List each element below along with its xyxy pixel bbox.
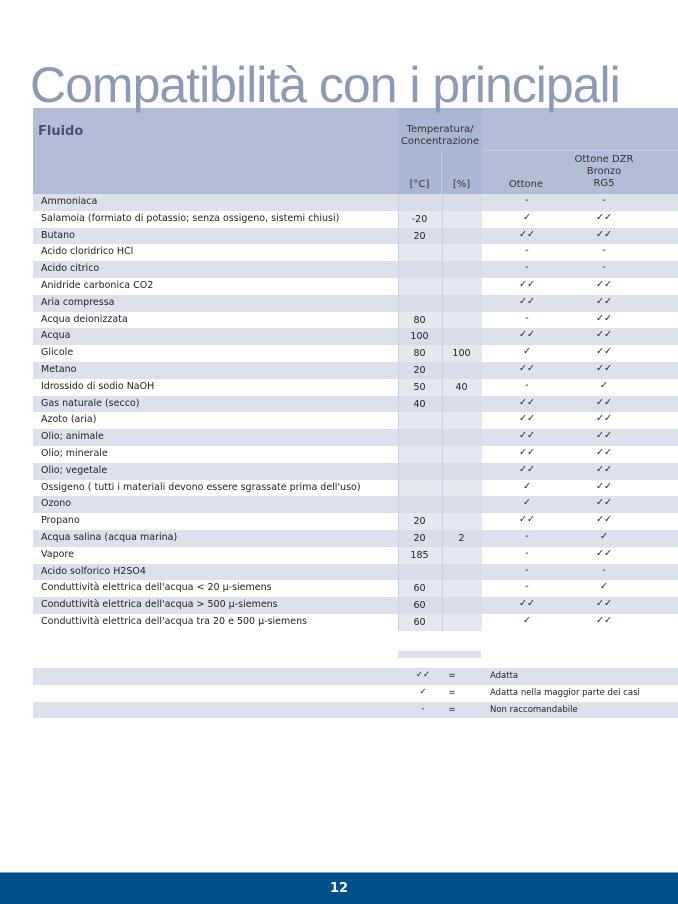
temp-c: 20 (413, 230, 426, 242)
fluid-name: Ozono (41, 498, 72, 510)
page-number: 12 (329, 881, 349, 896)
table-row (33, 312, 678, 329)
ottone-dzr-rating: - (602, 245, 606, 257)
ottone-rating: ✓ (523, 211, 531, 223)
table-row (33, 580, 678, 597)
table-row (33, 412, 678, 429)
ottone-rating: - (525, 547, 529, 559)
fluid-name: Acido cloridrico HCl (41, 246, 134, 258)
table-row (33, 530, 678, 547)
legend-equals: = (448, 704, 456, 715)
ottone-rating: ✓✓ (519, 228, 535, 240)
table-row (33, 278, 678, 295)
legend-text: Non raccomandabile (490, 704, 578, 715)
ottone-dzr-rating: ✓✓ (596, 346, 612, 358)
header-ottone-dzr: Ottone DZR Bronzo RG5 (574, 154, 634, 189)
table-row (33, 295, 678, 312)
ottone-rating: ✓ (523, 346, 531, 358)
ottone-dzr-rating: ✓ (600, 379, 608, 391)
ottone-rating: - (525, 262, 529, 274)
temp-cells (398, 463, 482, 480)
ottone-dzr-rating: ✓✓ (596, 396, 612, 408)
divider (482, 150, 678, 151)
temp-c: 185 (410, 549, 429, 561)
fluid-name: Acqua deionizzata (41, 313, 128, 325)
legend-row (33, 668, 678, 685)
temp-c: 100 (410, 331, 429, 343)
legend-text: Adatta (490, 671, 519, 681)
header-unit-pct: [%] (452, 179, 471, 190)
table-row (33, 597, 678, 614)
fluid-name: Olio; vegetale (41, 464, 108, 476)
ottone-dzr-rating: ✓✓ (596, 329, 612, 341)
temp-cells (398, 480, 482, 497)
ottone-rating: - (525, 379, 529, 391)
temp-cells (398, 194, 482, 211)
ottone-dzr-rating: ✓✓ (596, 547, 612, 559)
ottone-rating: ✓✓ (519, 329, 535, 341)
ottone-dzr-rating: - (602, 195, 606, 206)
ottone-dzr-rating: ✓✓ (596, 312, 612, 324)
fluid-name: Glicole (41, 347, 74, 359)
ottone-rating: - (525, 195, 529, 206)
legend-symbol: ✓✓ (415, 670, 431, 680)
temp-c: 20 (413, 516, 426, 528)
concentration-pct: 2 (458, 532, 465, 544)
legend-equals: = (448, 671, 456, 681)
fluid-name: Conduttività elettrica dell'acqua tra 20 e 500 µ-siemens (41, 615, 308, 627)
temp-cells (398, 261, 482, 278)
temp-c: 20 (413, 364, 426, 376)
ottone-dzr-rating: - (602, 262, 606, 274)
ottone-dzr-rating: ✓✓ (596, 362, 612, 374)
ottone-dzr-rating: ✓✓ (596, 463, 612, 475)
ottone-dzr-rating: - (602, 564, 606, 576)
ottone-dzr-rating: ✓ (600, 581, 608, 593)
table-row (33, 228, 678, 245)
ottone-rating: ✓ (523, 614, 531, 626)
legend-equals: = (448, 687, 456, 698)
ottone-rating: ✓ (523, 497, 531, 509)
temp-cells (398, 446, 482, 463)
ottone-rating: - (525, 581, 529, 593)
table-row (33, 194, 678, 211)
temp-c: 80 (413, 314, 426, 326)
legend-symbol: ✓ (419, 686, 427, 697)
temp-c: 80 (413, 348, 426, 360)
temp-cells (398, 244, 482, 261)
table-row (33, 328, 678, 345)
table-row (33, 446, 678, 463)
page-title: Compatibilità con i principali (30, 57, 620, 113)
ottone-dzr-rating: ✓✓ (596, 211, 612, 223)
ottone-rating: ✓✓ (519, 430, 535, 442)
concentration-pct: 40 (455, 381, 468, 393)
header-unit-c: [°C] (409, 179, 430, 190)
fluid-name: Olio; minerale (41, 447, 108, 459)
table-header (33, 108, 678, 194)
table-row (33, 480, 678, 497)
fluid-name: Salamoia (formiato di potassio; senza ossigeno, sistemi chiusi) (41, 212, 340, 224)
table-row (33, 345, 678, 362)
ottone-dzr-rating: ✓✓ (596, 278, 612, 290)
fluid-name: Azoto (aria) (41, 414, 97, 426)
ottone-rating: ✓✓ (519, 278, 535, 290)
ottone-dzr-rating: ✓✓ (596, 514, 612, 526)
temp-cells (398, 412, 482, 429)
temp-cells (398, 429, 482, 446)
ottone-rating: ✓✓ (519, 446, 535, 458)
ottone-dzr-rating: ✓✓ (596, 480, 612, 492)
ottone-dzr-rating: ✓✓ (596, 413, 612, 425)
legend-symbol: - (421, 703, 425, 714)
table-row (33, 513, 678, 530)
temp-cells (398, 295, 482, 312)
fluid-name: Conduttività elettrica dell'acqua < 20 µ-siemens (41, 582, 272, 594)
temp-cells (398, 564, 482, 581)
table-row (33, 564, 678, 581)
legend-row (33, 685, 678, 702)
fluid-name: Vapore (41, 548, 74, 560)
table-row (33, 614, 678, 631)
temp-c: -20 (411, 213, 428, 225)
fluid-name: Gas naturale (secco) (41, 397, 140, 409)
fluid-name: Aria compressa (41, 296, 115, 308)
temp-c: 60 (413, 583, 426, 595)
ottone-dzr-rating: ✓✓ (596, 228, 612, 240)
fluid-name: Acido solforico H2SO4 (41, 565, 146, 577)
legend (33, 668, 678, 718)
concentration-pct: 100 (452, 348, 471, 360)
ottone-dzr-rating: ✓ (600, 530, 608, 542)
ottone-rating: ✓✓ (519, 413, 535, 425)
ottone-dzr-rating: ✓✓ (596, 430, 612, 442)
legend-text: Adatta nella maggior parte dei casi (490, 687, 640, 698)
ottone-rating: ✓✓ (519, 598, 535, 610)
header-temp-conc: Temperatura/ Concentrazione (400, 124, 480, 147)
table-row (33, 396, 678, 413)
fluid-name: Acqua (41, 330, 71, 342)
ottone-dzr-rating: ✓✓ (596, 295, 612, 307)
compatibility-table (33, 194, 678, 631)
fluid-name: Metano (41, 363, 77, 375)
table-row (33, 463, 678, 480)
header-fluid: Fluido (38, 124, 84, 139)
ottone-rating: - (525, 564, 529, 576)
fluid-name: Butano (41, 229, 75, 241)
table-row (33, 211, 678, 228)
ottone-rating: - (525, 312, 529, 324)
fluid-name: Ammoniaca (41, 196, 98, 207)
fluid-name: Acido citrico (41, 263, 100, 275)
legend-row (33, 702, 678, 719)
ottone-rating: - (525, 530, 529, 542)
fluid-name: Ossigeno ( tutti i materiali devono essere sgrassate prima dell'uso) (41, 481, 361, 493)
ottone-rating: ✓✓ (519, 514, 535, 526)
fluid-name: Anidride carbonica CO2 (41, 279, 154, 291)
ottone-rating: ✓ (523, 480, 531, 492)
table-row (33, 429, 678, 446)
ottone-rating: ✓✓ (519, 295, 535, 307)
ottone-rating: - (525, 245, 529, 257)
table-row (33, 547, 678, 564)
legend-bar (398, 651, 481, 658)
ottone-dzr-rating: ✓✓ (596, 598, 612, 610)
temp-cells (398, 278, 482, 295)
table-row (33, 362, 678, 379)
ottone-dzr-rating: ✓✓ (596, 446, 612, 458)
temp-cells (398, 496, 482, 513)
fluid-name: Conduttività elettrica dell'acqua > 500 µ-siemens (41, 599, 278, 611)
ottone-dzr-rating: ✓✓ (596, 497, 612, 509)
table-row (33, 244, 678, 261)
ottone-rating: ✓✓ (519, 362, 535, 374)
footer (0, 872, 678, 904)
temp-c: 60 (413, 616, 426, 628)
fluid-name: Acqua salina (acqua marina) (41, 531, 178, 543)
temp-c: 50 (413, 381, 426, 393)
fluid-name: Idrossido di sodio NaOH (41, 380, 155, 392)
header-ottone: Ottone (508, 179, 544, 190)
table-row (33, 261, 678, 278)
fluid-name: Olio; animale (41, 431, 104, 443)
fluid-name: Propano (41, 515, 80, 527)
table-row (33, 496, 678, 513)
temp-c: 40 (413, 398, 426, 410)
temp-c: 60 (413, 600, 426, 612)
ottone-rating: ✓✓ (519, 396, 535, 408)
temp-c: 20 (413, 532, 426, 544)
ottone-rating: ✓✓ (519, 463, 535, 475)
table-row (33, 379, 678, 396)
ottone-dzr-rating: ✓✓ (596, 614, 612, 626)
